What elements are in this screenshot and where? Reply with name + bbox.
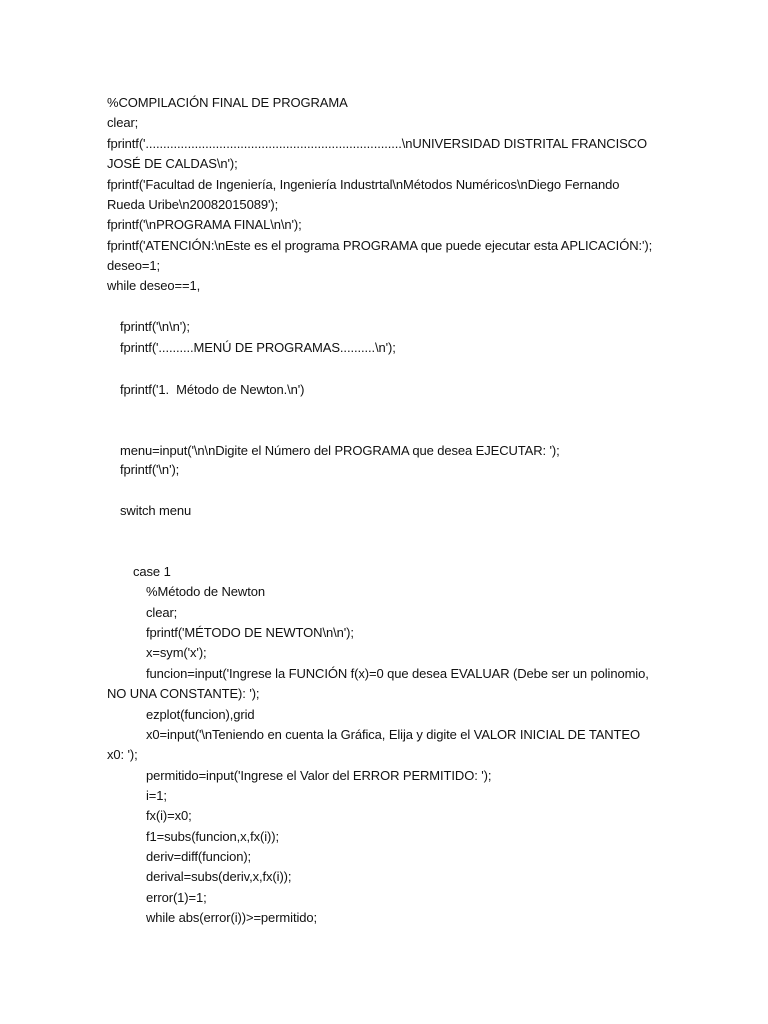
code-line: while deseo==1, [107, 278, 201, 293]
code-line: clear; [146, 605, 178, 620]
code-line: i=1; [146, 788, 167, 803]
code-line: switch menu [120, 503, 192, 518]
code-line: fx(i)=x0; [146, 808, 192, 823]
code-line: funcion=input('Ingrese la FUNCIÓN f(x)=0 que desea EVALUAR (Debe ser un polinomio, [146, 666, 649, 681]
code-line: NO UNA CONSTANTE): '); [107, 686, 260, 701]
code-line: fprintf('..........MENÚ DE PROGRAMAS..........\n'); [120, 340, 396, 355]
code-line: fprintf('\nPROGRAMA FINAL\n\n'); [107, 217, 302, 232]
code-line: fprintf('Facultad de Ingeniería, Ingeniería Industrtal\nMétodos Numéricos\nDiego Fernando [107, 177, 620, 192]
code-line: fprintf('MÉTODO DE NEWTON\n\n'); [146, 625, 354, 640]
code-line: Rueda Uribe\n20082015089'); [107, 197, 279, 212]
code-line: menu=input('\n\nDigite el Número del PROGRAMA que desea EJECUTAR: '); [120, 443, 560, 458]
code-line: fprintf('ATENCIÓN:\nEste es el programa PROGRAMA que puede ejecutar esta APLICACIÓN:'); [107, 238, 653, 253]
code-line: fprintf('1. Método de Newton.\n') [120, 382, 305, 397]
code-line: %Método de Newton [146, 584, 265, 599]
code-line: x=sym('x'); [146, 645, 207, 660]
code-line: fprintf('.........................................................................\nUNIVERSIDAD DISTRITAL FRANCISCO [107, 136, 647, 151]
code-line: while abs(error(i))>=permitido; [146, 910, 318, 925]
code-line: %COMPILACIÓN FINAL DE PROGRAMA [107, 95, 348, 110]
code-line: derival=subs(deriv,x,fx(i)); [146, 869, 292, 884]
code-line: JOSÉ DE CALDAS\n'); [107, 156, 238, 171]
code-line: deriv=diff(funcion); [146, 849, 252, 864]
code-line: clear; [107, 115, 139, 130]
code-line: fprintf('\n'); [120, 462, 180, 477]
code-line: x0: '); [107, 747, 138, 762]
code-line: x0=input('\nTeniendo en cuenta la Gráfica, Elija y digite el VALOR INICIAL DE TANTEO [146, 727, 640, 742]
code-line: deseo=1; [107, 258, 161, 273]
code-line: permitido=input('Ingrese el Valor del ERROR PERMITIDO: '); [146, 768, 492, 783]
code-line: f1=subs(funcion,x,fx(i)); [146, 829, 279, 844]
code-line: case 1 [133, 564, 171, 579]
code-line: error(1)=1; [146, 890, 207, 905]
code-line: ezplot(funcion),grid [146, 707, 255, 722]
code-line: fprintf('\n\n'); [120, 319, 190, 334]
